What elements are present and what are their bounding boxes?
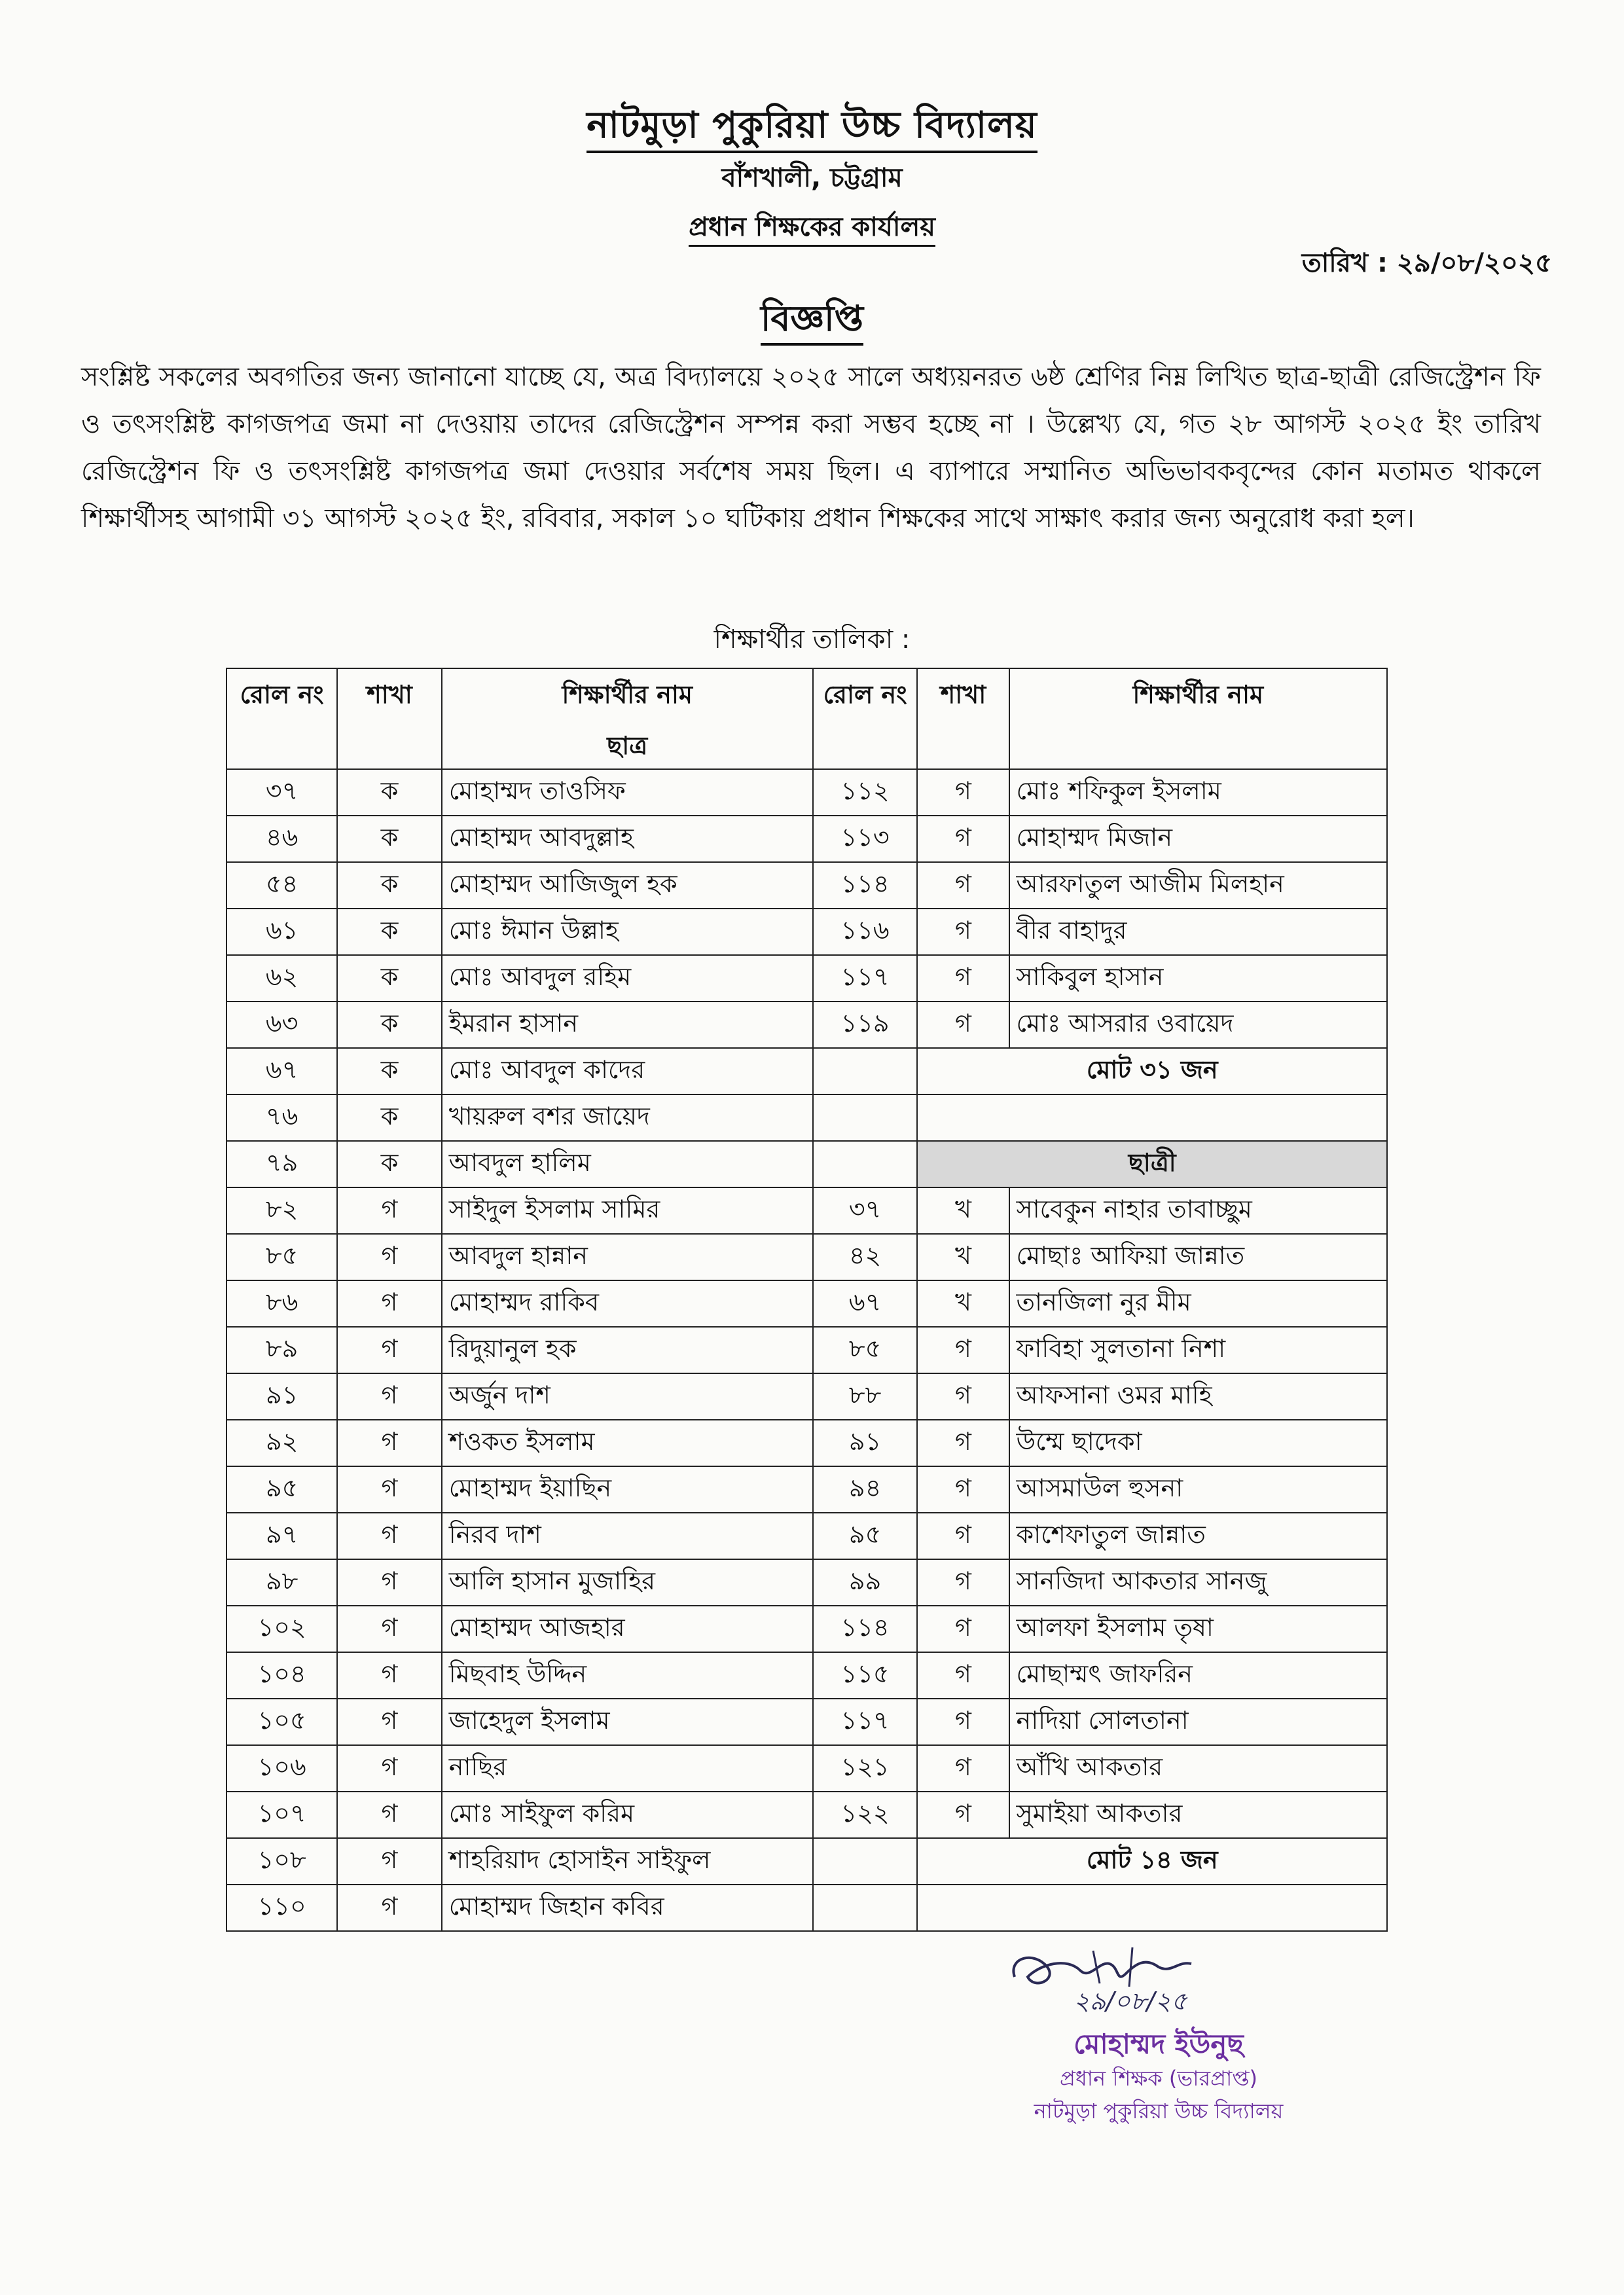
header-boys-label: ছাত্র bbox=[607, 731, 648, 760]
section-cell: গ bbox=[337, 1652, 441, 1699]
roll-cell: ৬৭ bbox=[226, 1048, 337, 1094]
roll-cell-2: ১১৫ bbox=[813, 1652, 918, 1699]
section-cell-2: গ bbox=[917, 862, 1009, 909]
roll-cell-2: ১১৬ bbox=[813, 909, 918, 955]
section-cell: গ bbox=[337, 1327, 441, 1373]
signatory-title: প্রধান শিক্ষক (ভারপ্রাপ্ত) bbox=[1059, 2066, 1258, 2091]
name-cell-2: মোছাম্মৎ জাফরিন bbox=[1009, 1652, 1387, 1699]
roll-cell: ১০৭ bbox=[226, 1792, 337, 1838]
notice-date: তারিখ : ২৯/০৮/২০২৫ bbox=[1301, 248, 1552, 278]
table-row bbox=[226, 955, 1387, 1002]
table-row bbox=[226, 1002, 1387, 1048]
roll-cell-2 bbox=[813, 1141, 918, 1187]
roll-cell-2 bbox=[813, 1048, 918, 1094]
section-cell: ক bbox=[337, 1094, 441, 1141]
header-section-2: শাখা bbox=[917, 668, 1009, 769]
name-cell: নিরব দাশ bbox=[442, 1513, 813, 1559]
name-cell: আবদুল হালিম bbox=[442, 1141, 813, 1187]
roll-cell: ১০৮ bbox=[226, 1838, 337, 1885]
roll-cell: ৬৩ bbox=[226, 1002, 337, 1048]
name-cell: মোহাম্মদ ইয়াছিন bbox=[442, 1466, 813, 1513]
roll-cell: ১০৬ bbox=[226, 1745, 337, 1792]
section-cell-2: গ bbox=[917, 1420, 1009, 1466]
header-name-2: শিক্ষার্থীর নাম bbox=[1009, 668, 1387, 769]
section-cell-2: গ bbox=[917, 1002, 1009, 1048]
roll-cell-2: ১১৪ bbox=[813, 1606, 918, 1652]
name-cell-2: সাবেকুন নাহার তাবাচ্ছুম bbox=[1009, 1187, 1387, 1234]
section-cell-2: গ bbox=[917, 1559, 1009, 1606]
roll-cell: ৯২ bbox=[226, 1420, 337, 1466]
header-name-label: শিক্ষার্থীর নাম bbox=[562, 680, 693, 709]
roll-cell-2: ১১৩ bbox=[813, 816, 918, 862]
section-cell: গ bbox=[337, 1745, 441, 1792]
girls-header: ছাত্রী bbox=[917, 1141, 1387, 1187]
header-name bbox=[442, 668, 813, 769]
name-cell: মোহাম্মদ তাওসিফ bbox=[442, 769, 813, 816]
section-cell-2: গ bbox=[917, 1513, 1009, 1559]
section-cell: গ bbox=[337, 1606, 441, 1652]
name-cell: মোঃ সাইফুল করিম bbox=[442, 1792, 813, 1838]
name-cell-2: ফাবিহা সুলতানা নিশা bbox=[1009, 1327, 1387, 1373]
section-cell: ক bbox=[337, 955, 441, 1002]
section-cell: গ bbox=[337, 1187, 441, 1234]
name-cell: রিদুয়ানুল হক bbox=[442, 1327, 813, 1373]
roll-cell: ৭৬ bbox=[226, 1094, 337, 1141]
roll-cell-2: ৯৯ bbox=[813, 1559, 918, 1606]
table-row bbox=[226, 1094, 1387, 1141]
school-location: বাঁশখালী, চট্টগ্রাম bbox=[721, 163, 903, 193]
table-row bbox=[226, 1559, 1387, 1606]
name-cell-2: নাদিয়া সোলতানা bbox=[1009, 1699, 1387, 1745]
name-cell: আবদুল হান্নান bbox=[442, 1234, 813, 1280]
section-cell-2: গ bbox=[917, 1606, 1009, 1652]
roll-cell-2: ৩৭ bbox=[813, 1187, 918, 1234]
roll-cell: ৬২ bbox=[226, 955, 337, 1002]
table-row bbox=[226, 1792, 1387, 1838]
section-cell: ক bbox=[337, 1141, 441, 1187]
roll-cell-2: ৮৫ bbox=[813, 1327, 918, 1373]
total-count: মোট ১৪ জন bbox=[917, 1838, 1387, 1885]
roll-cell: ৮৯ bbox=[226, 1327, 337, 1373]
section-cell: ক bbox=[337, 769, 441, 816]
section-cell: গ bbox=[337, 1792, 441, 1838]
roll-cell: ১০৪ bbox=[226, 1652, 337, 1699]
roll-cell-2: ৯৫ bbox=[813, 1513, 918, 1559]
roll-cell-2: ১১৭ bbox=[813, 1699, 918, 1745]
table-row bbox=[226, 1885, 1387, 1931]
name-cell-2: মোহাম্মদ মিজান bbox=[1009, 816, 1387, 862]
section-cell: ক bbox=[337, 909, 441, 955]
name-cell: মোহাম্মদ আজিজুল হক bbox=[442, 862, 813, 909]
table-row bbox=[226, 1838, 1387, 1885]
header-roll-2: রোল নং bbox=[813, 668, 918, 769]
section-cell: গ bbox=[337, 1885, 441, 1931]
section-cell: গ bbox=[337, 1420, 441, 1466]
roll-cell: ৬১ bbox=[226, 909, 337, 955]
student-table bbox=[226, 668, 1388, 1932]
name-cell: শওকত ইসলাম bbox=[442, 1420, 813, 1466]
roll-cell-2: ১২১ bbox=[813, 1745, 918, 1792]
roll-cell: ৯৮ bbox=[226, 1559, 337, 1606]
name-cell: খায়রুল বশর জায়েদ bbox=[442, 1094, 813, 1141]
section-cell-2: গ bbox=[917, 1745, 1009, 1792]
section-cell: ক bbox=[337, 1048, 441, 1094]
section-cell-2: গ bbox=[917, 816, 1009, 862]
table-row bbox=[226, 1606, 1387, 1652]
student-list-title: শিক্ষার্থীর তালিকা : bbox=[713, 624, 911, 655]
roll-cell: ১০৫ bbox=[226, 1699, 337, 1745]
roll-cell-2 bbox=[813, 1094, 918, 1141]
roll-cell: ১০২ bbox=[226, 1606, 337, 1652]
name-cell-2: আসমাউল হুসনা bbox=[1009, 1466, 1387, 1513]
table-row bbox=[226, 1420, 1387, 1466]
name-cell-2: আলফা ইসলাম তৃষা bbox=[1009, 1606, 1387, 1652]
roll-cell-2: ৬৭ bbox=[813, 1280, 918, 1327]
roll-cell: ৪৬ bbox=[226, 816, 337, 862]
section-cell-2: গ bbox=[917, 1327, 1009, 1373]
table-row bbox=[226, 1327, 1387, 1373]
table-row bbox=[226, 1141, 1387, 1187]
roll-cell-2: ১১২ bbox=[813, 769, 918, 816]
name-cell-2: তানজিলা নুর মীম bbox=[1009, 1280, 1387, 1327]
name-cell: মোঃ ঈমান উল্লাহ bbox=[442, 909, 813, 955]
table-row bbox=[226, 769, 1387, 816]
section-cell: গ bbox=[337, 1699, 441, 1745]
roll-cell: ৯৫ bbox=[226, 1466, 337, 1513]
roll-cell-2: ১১৯ bbox=[813, 1002, 918, 1048]
section-cell: গ bbox=[337, 1280, 441, 1327]
signatory-name: মোহাম্মদ ইউনুছ bbox=[1074, 2028, 1244, 2060]
section-cell: গ bbox=[337, 1559, 441, 1606]
name-cell: আলি হাসান মুজাহির bbox=[442, 1559, 813, 1606]
table-row bbox=[226, 1699, 1387, 1745]
roll-cell: ৮২ bbox=[226, 1187, 337, 1234]
name-cell-2: সাকিবুল হাসান bbox=[1009, 955, 1387, 1002]
name-cell: ইমরান হাসান bbox=[442, 1002, 813, 1048]
name-cell: মোহাম্মদ রাকিব bbox=[442, 1280, 813, 1327]
section-cell: গ bbox=[337, 1234, 441, 1280]
table-row bbox=[226, 1745, 1387, 1792]
section-cell-2: গ bbox=[917, 955, 1009, 1002]
table-row bbox=[226, 1280, 1387, 1327]
section-cell-2: খ bbox=[917, 1280, 1009, 1327]
name-cell-2: মোছাঃ আফিয়া জান্নাত bbox=[1009, 1234, 1387, 1280]
name-cell-2: আফসানা ওমর মাহি bbox=[1009, 1373, 1387, 1420]
table-row bbox=[226, 1048, 1387, 1094]
section-cell: গ bbox=[337, 1466, 441, 1513]
name-cell-2: সানজিদা আকতার সানজু bbox=[1009, 1559, 1387, 1606]
table-row bbox=[226, 1513, 1387, 1559]
table-header-row bbox=[226, 668, 1387, 769]
roll-cell: ৯১ bbox=[226, 1373, 337, 1420]
name-cell-2: কাশেফাতুল জান্নাত bbox=[1009, 1513, 1387, 1559]
section-cell-2: খ bbox=[917, 1187, 1009, 1234]
name-cell: মোঃ আবদুল কাদের bbox=[442, 1048, 813, 1094]
name-cell: নাছির bbox=[442, 1745, 813, 1792]
office-name: প্রধান শিক্ষকের কার্যালয় bbox=[0, 206, 1624, 250]
name-cell-2: আরফাতুল আজীম মিলহান bbox=[1009, 862, 1387, 909]
school-name: নাটমুড়া পুকুরিয়া উচ্চ বিদ্যালয় bbox=[0, 97, 1624, 158]
roll-cell-2: ১১৪ bbox=[813, 862, 918, 909]
name-cell: জাহেদুল ইসলাম bbox=[442, 1699, 813, 1745]
roll-cell-2 bbox=[813, 1838, 918, 1885]
name-cell-2: উম্মে ছাদেকা bbox=[1009, 1420, 1387, 1466]
table-row bbox=[226, 816, 1387, 862]
signatory-school: নাটমুড়া পুকুরিয়া উচ্চ বিদ্যালয় bbox=[1034, 2099, 1284, 2123]
section-cell: গ bbox=[337, 1373, 441, 1420]
roll-cell: ৩৭ bbox=[226, 769, 337, 816]
table-row bbox=[226, 1373, 1387, 1420]
section-cell-2: গ bbox=[917, 1373, 1009, 1420]
blank-cell bbox=[917, 1885, 1387, 1931]
table-row bbox=[226, 909, 1387, 955]
roll-cell-2: ৪২ bbox=[813, 1234, 918, 1280]
name-cell: সাইদুল ইসলাম সামির bbox=[442, 1187, 813, 1234]
notice-title: বিজ্ঞপ্তি bbox=[0, 291, 1624, 350]
roll-cell: ৯৭ bbox=[226, 1513, 337, 1559]
section-cell-2: গ bbox=[917, 769, 1009, 816]
section-cell-2: গ bbox=[917, 1699, 1009, 1745]
header-roll: রোল নং bbox=[226, 668, 337, 769]
table-row bbox=[226, 862, 1387, 909]
signature-date: ২৯/০৮/২৫ bbox=[1074, 1987, 1187, 2015]
roll-cell-2 bbox=[813, 1885, 918, 1931]
roll-cell: ৮৫ bbox=[226, 1234, 337, 1280]
section-cell: ক bbox=[337, 862, 441, 909]
name-cell: অর্জুন দাশ bbox=[442, 1373, 813, 1420]
name-cell-2: মোঃ আসরার ওবায়েদ bbox=[1009, 1002, 1387, 1048]
section-cell-2: গ bbox=[917, 1466, 1009, 1513]
section-cell-2: গ bbox=[917, 1652, 1009, 1699]
notice-body: সংশ্লিষ্ট সকলের অবগতির জন্য জানানো যাচ্ছে যে, অত্র বিদ্যালয়ে ২০২৫ সালে অধ্যয়নরত ৬ষ্ঠ শ্রেণির নিম্ন লিখিত ছাত্র-ছাত্রী রেজিস্ট্রেশন ফি ও তৎসংশ্লিষ্ট কাগজপত্র জমা না দেওয়ায় তাদের রেজিস্ট্রেশন সম্পন্ন করা সম্ভব হচ্ছে না । উল্লেখ্য যে, গত ২৮ আগস্ট ২০২৫ ইং তারিখ রেজিস্ট্রেশন ফি ও তৎসংশ্লিষ্ট কাগজপত্র জমা দেওয়ার সর্বশেষ সময় ছিল। এ ব্যাপারে সম্মানিত অভিভাবকবৃন্দের কোন মতামত থাকলে শিক্ষার্থীসহ আগামী ৩১ আগস্ট ২০২৫ ইং, রবিবার, সকাল ১০ ঘটিকায় প্রধান শিক্ষকের সাথে সাক্ষাৎ করার জন্য অনুরোধ করা হল। bbox=[81, 362, 1541, 533]
section-cell-2: গ bbox=[917, 909, 1009, 955]
section-cell: ক bbox=[337, 1002, 441, 1048]
section-cell: গ bbox=[337, 1513, 441, 1559]
name-cell: মোহাম্মদ আজহার bbox=[442, 1606, 813, 1652]
blank-cell bbox=[917, 1094, 1387, 1141]
name-cell-2: বীর বাহাদুর bbox=[1009, 909, 1387, 955]
roll-cell-2: ১২২ bbox=[813, 1792, 918, 1838]
roll-cell: ১১০ bbox=[226, 1885, 337, 1931]
table-row bbox=[226, 1652, 1387, 1699]
table-row bbox=[226, 1466, 1387, 1513]
name-cell: মিছবাহ উদ্দিন bbox=[442, 1652, 813, 1699]
name-cell-2: মোঃ শফিকুল ইসলাম bbox=[1009, 769, 1387, 816]
signature-scribble bbox=[995, 1938, 1322, 2016]
section-cell: গ bbox=[337, 1838, 441, 1885]
name-cell: শাহরিয়াদ হোসাইন সাইফুল bbox=[442, 1838, 813, 1885]
name-cell: মোহাম্মদ আবদুল্লাহ bbox=[442, 816, 813, 862]
section-cell-2: খ bbox=[917, 1234, 1009, 1280]
table-row bbox=[226, 1234, 1387, 1280]
roll-cell-2: ৯১ bbox=[813, 1420, 918, 1466]
roll-cell-2: ১১৭ bbox=[813, 955, 918, 1002]
roll-cell: ৮৬ bbox=[226, 1280, 337, 1327]
roll-cell-2: ৮৮ bbox=[813, 1373, 918, 1420]
total-count: মোট ৩১ জন bbox=[917, 1048, 1387, 1094]
roll-cell: ৭৯ bbox=[226, 1141, 337, 1187]
roll-cell: ৫৪ bbox=[226, 862, 337, 909]
name-cell: মোঃ আবদুল রহিম bbox=[442, 955, 813, 1002]
roll-cell-2: ৯৪ bbox=[813, 1466, 918, 1513]
table-row bbox=[226, 1187, 1387, 1234]
name-cell: মোহাম্মদ জিহান কবির bbox=[442, 1885, 813, 1931]
name-cell-2: আঁখি আকতার bbox=[1009, 1745, 1387, 1792]
name-cell-2: সুমাইয়া আকতার bbox=[1009, 1792, 1387, 1838]
section-cell: ক bbox=[337, 816, 441, 862]
section-cell-2: গ bbox=[917, 1792, 1009, 1838]
header-section: শাখা bbox=[337, 668, 441, 769]
